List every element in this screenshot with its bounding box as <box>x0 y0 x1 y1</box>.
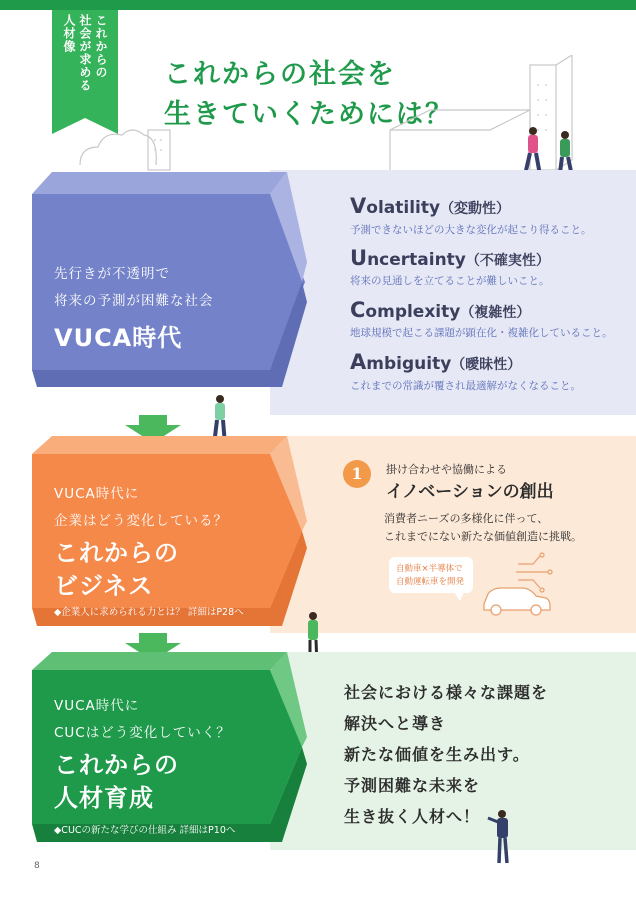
page-title-line1: これからの社会を <box>164 59 396 90</box>
vuca-term-ambiguity: Ambiguity（曖昧性） <box>350 350 522 374</box>
vuca-term-complexity: Complexity（複雑性） <box>350 298 531 322</box>
talent-line: 生き抜く人材へ！ <box>344 807 481 826</box>
business-sub: 掛け合わせや協働による <box>386 463 507 476</box>
tab-line: これからの <box>94 14 108 79</box>
vuca-arrow-line2: 将来の予測が困難な社会 <box>54 293 214 309</box>
vuca-desc-volatility: 予測できないほどの大きな変化が起こり得ること。 <box>350 224 592 236</box>
talent-heading-1: これからの <box>54 751 179 779</box>
vuca-term-uncertainty: Uncertainty（不確実性） <box>350 246 550 270</box>
page-title-line2: 生きていくためには？ <box>164 99 454 130</box>
car-icon <box>478 552 553 620</box>
bubble-line2: 自動運転車を開発 <box>396 577 465 587</box>
vuca-heading: VUCA時代 <box>54 324 183 352</box>
tab-line: 人材像 <box>62 14 76 53</box>
business-arrow-line1: VUCA時代に <box>54 486 140 502</box>
talent-arrow-line2: CUCはどう変化していく？ <box>54 725 231 741</box>
vuca-term-volatility: Volatility（変動性） <box>350 194 511 218</box>
talent-line: 新たな価値を生み出す。 <box>344 745 530 764</box>
talent-line: 予測困難な未来を <box>344 776 481 795</box>
vuca-arrow-line1: 先行きが不透明で <box>54 266 170 282</box>
business-heading-2: ビジネス <box>54 572 154 600</box>
talent-line: 解決へと導き <box>344 714 447 733</box>
bubble-line1: 自動車×半導体で <box>396 564 463 574</box>
person-illustration <box>486 808 522 866</box>
talent-arrow-line1: VUCA時代に <box>54 698 140 714</box>
number-badge: 1 <box>343 460 371 488</box>
vuca-desc-uncertainty: 将来の見通しを立てることが難しいこと。 <box>350 275 550 287</box>
business-desc-2: これまでにない新たな価値創造に挑戦。 <box>384 530 582 543</box>
vuca-desc-ambiguity: これまでの常識が覆され最適解がなくなること。 <box>350 380 581 392</box>
talent-heading-2: 人材育成 <box>54 784 154 812</box>
tab-line: 社会が求める <box>78 14 92 92</box>
business-main: イノベーションの創出 <box>386 482 554 502</box>
talent-link[interactable]: ◆CUCの新たな学びの仕組み 詳細はP10へ <box>54 825 236 836</box>
business-link[interactable]: ◆企業人に求められる力とは？ 詳細はP28へ <box>54 607 244 618</box>
business-arrow-line2: 企業はどう変化している？ <box>54 513 228 529</box>
business-desc-1: 消費者ニーズの多様化に伴って、 <box>384 512 549 525</box>
page-number: 8 <box>34 861 40 871</box>
talent-line: 社会における様々な課題を <box>344 683 549 702</box>
business-heading-1: これからの <box>54 539 179 567</box>
top-bar <box>0 0 636 10</box>
vuca-desc-complexity: 地球規模で起こる課題が顕在化・複雑化していること。 <box>350 327 613 339</box>
